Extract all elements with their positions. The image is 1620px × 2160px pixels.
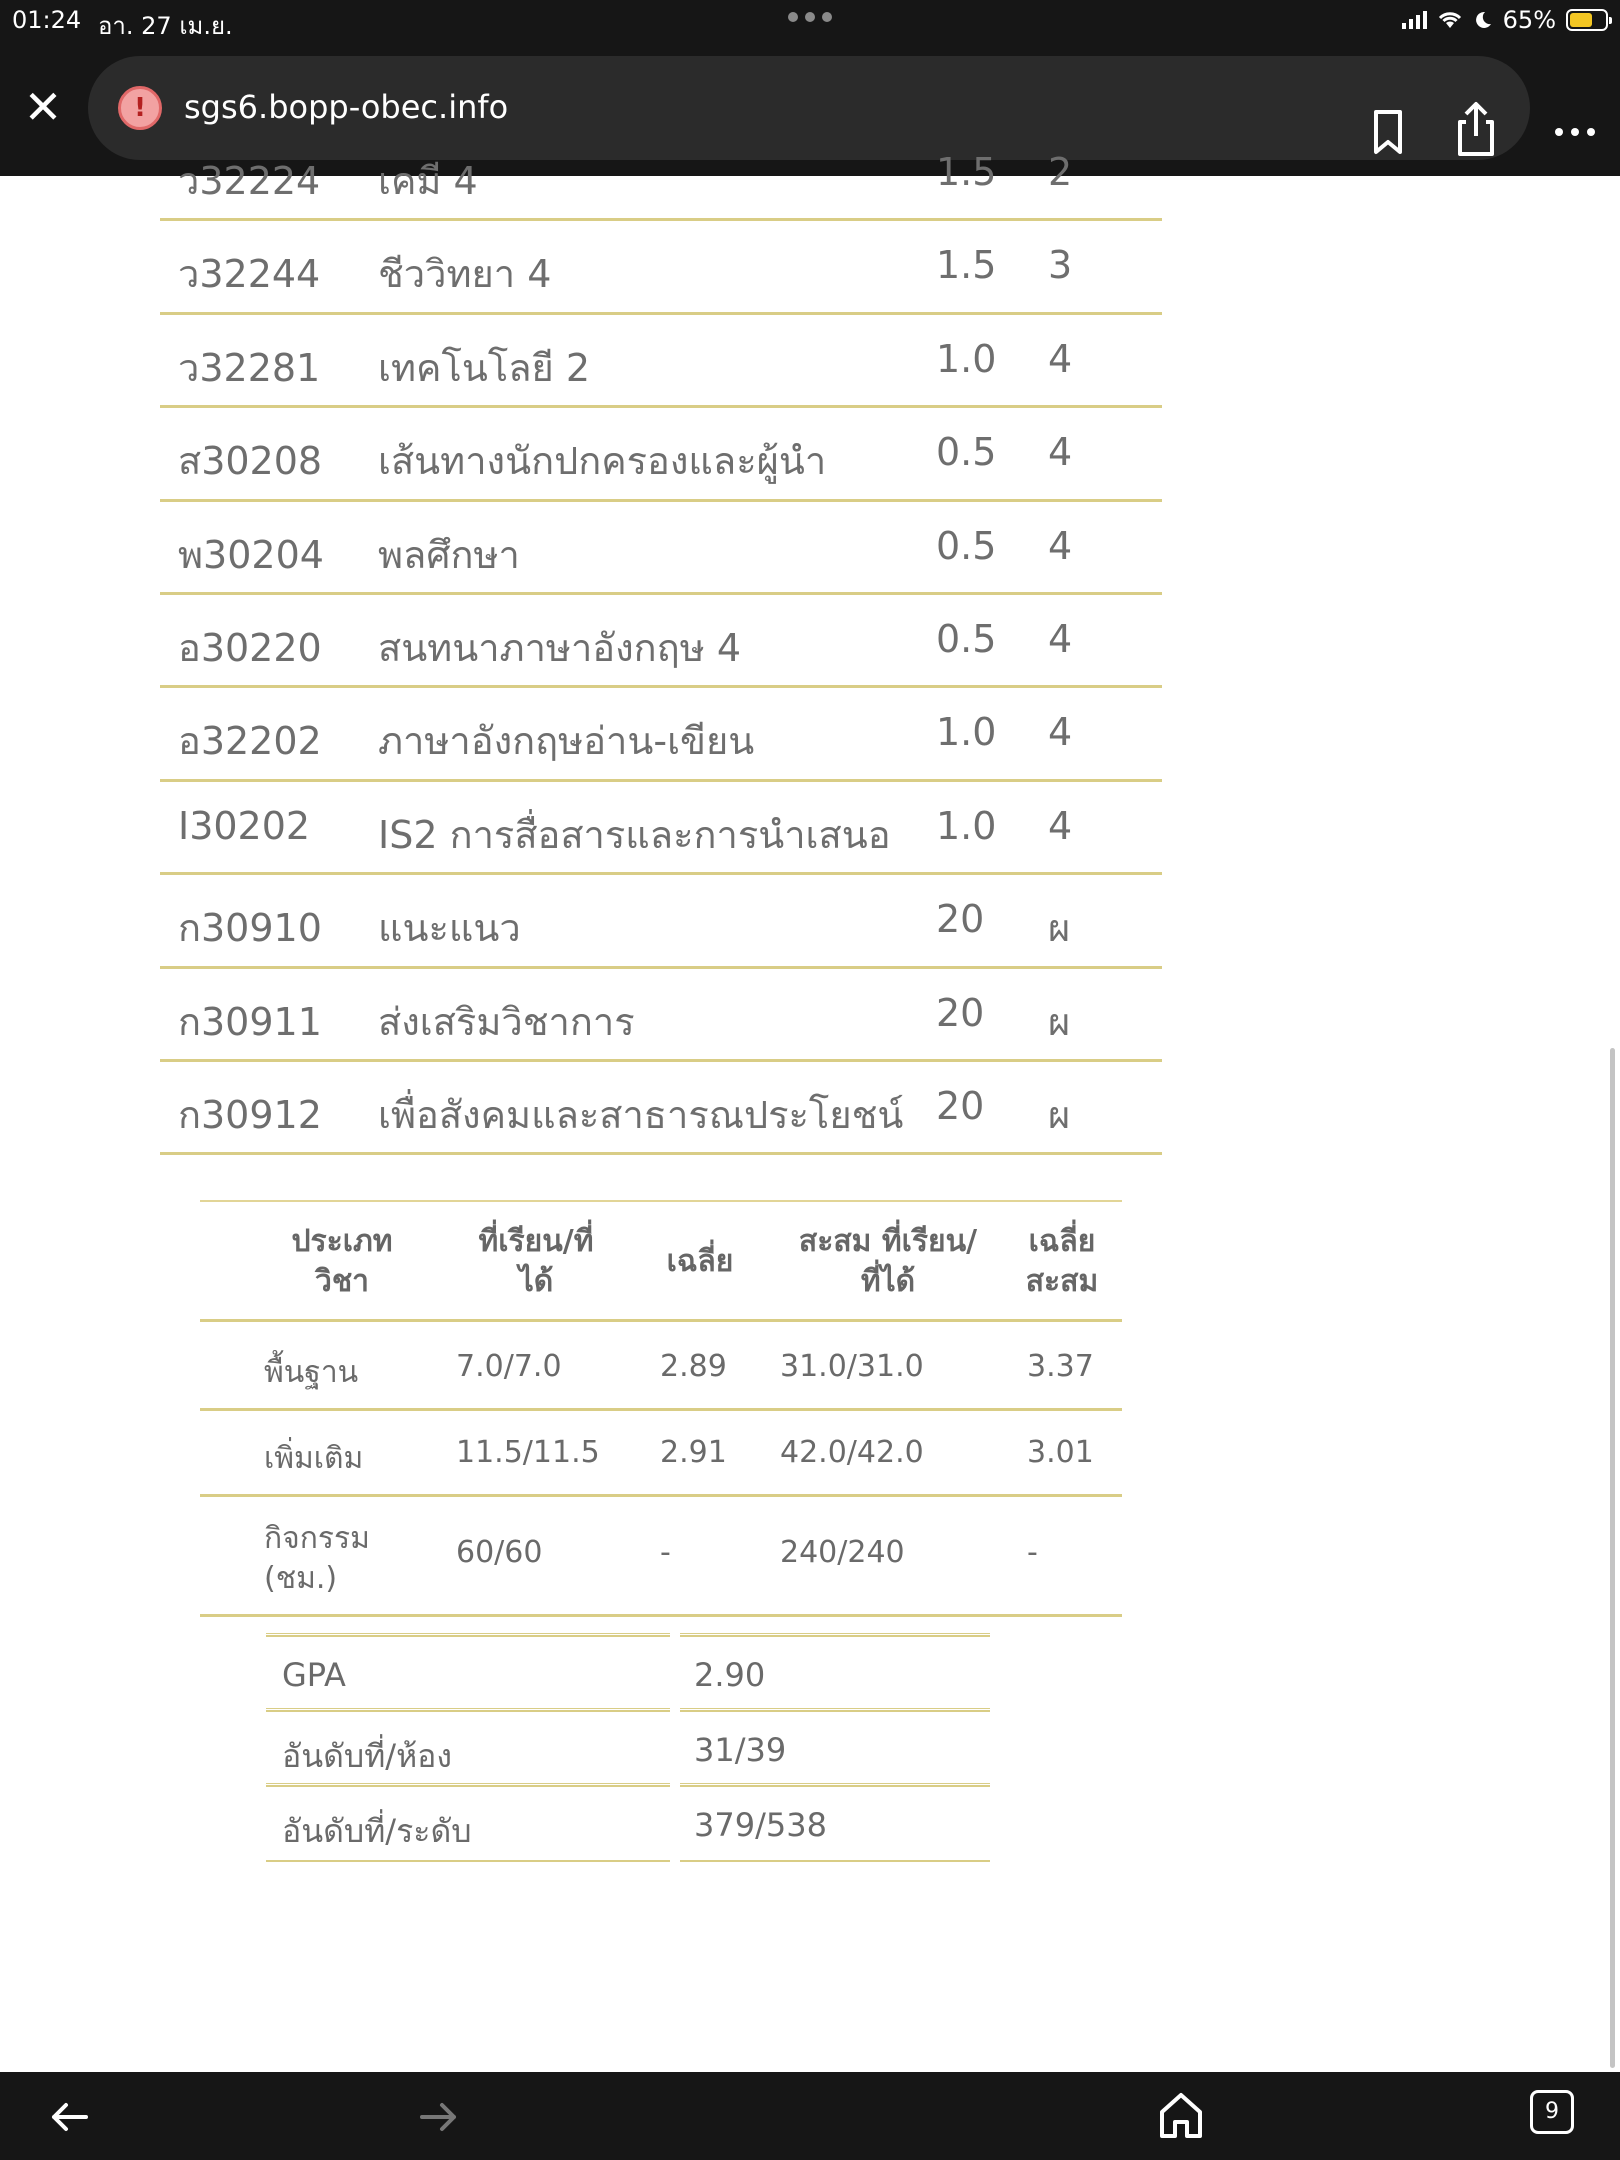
table-row (160, 1062, 1162, 1155)
course-grade: 4 (1048, 336, 1073, 381)
level-rank-row (266, 1786, 990, 1861)
back-arrow-icon[interactable] (44, 2092, 94, 2142)
header-subject-type (272, 1222, 412, 1302)
moon-icon (1473, 10, 1493, 30)
course-grade: ผ (1048, 1092, 1071, 1137)
page-content[interactable] (0, 150, 1620, 2072)
share-icon[interactable] (1446, 100, 1506, 160)
forward-arrow-icon[interactable] (414, 2092, 464, 2142)
course-credit: 0.5 (936, 430, 997, 475)
course-name: ภาษาอังกฤษอ่าน-เขียน (378, 719, 755, 764)
table-row (160, 502, 1162, 595)
status-time: 01:24 (12, 6, 82, 34)
course-name: เคมี 4 (378, 159, 478, 203)
table-border (266, 1858, 670, 1862)
header-line: ได้ (518, 1264, 554, 1299)
status-indicators (1402, 4, 1608, 36)
course-grade: ผ (1048, 906, 1071, 951)
header-line: ประเภท (291, 1224, 393, 1259)
table-row (160, 315, 1162, 408)
summary-row-additional (200, 1411, 1122, 1497)
cumulative-average-value: 3.01 (1027, 1435, 1094, 1470)
more-icon[interactable] (1550, 104, 1600, 160)
class-rank-label: อันดับที่/ห้อง (282, 1737, 452, 1775)
battery-icon (1566, 9, 1608, 31)
table-row (160, 128, 1162, 221)
course-name: พลศึกษา (378, 532, 520, 577)
course-name: ส่งเสริมวิชาการ (378, 999, 635, 1044)
credits-value: 60/60 (456, 1535, 543, 1570)
course-grade: ผ (1048, 999, 1071, 1044)
cumulative-average-value: 3.37 (1027, 1349, 1094, 1384)
table-row (160, 221, 1162, 314)
table-row (160, 969, 1162, 1062)
course-grade: 3 (1048, 243, 1073, 288)
header-line: สะสม (1025, 1264, 1099, 1299)
subject-type: กิจกรรม (264, 1521, 370, 1556)
course-grades-table (160, 128, 1162, 1155)
course-grade: 4 (1048, 616, 1073, 661)
header-line: ที่เรียน/ที่ (478, 1224, 594, 1259)
course-code: ว32244 (178, 252, 321, 297)
course-code: ว32281 (178, 345, 321, 390)
course-grade: 4 (1048, 523, 1073, 568)
gpa-value: 2.90 (694, 1656, 766, 1694)
summary-row-basic (200, 1325, 1122, 1411)
average-value: - (660, 1535, 671, 1570)
subject-type: พื้นฐาน (264, 1355, 359, 1390)
credits-value: 11.5/11.5 (456, 1435, 600, 1470)
class-rank-row (266, 1711, 990, 1786)
course-credit: 0.5 (936, 616, 997, 661)
multitasking-dots-icon[interactable] (788, 12, 832, 24)
header-line: ที่ได้ (860, 1264, 916, 1299)
table-row (160, 875, 1162, 968)
course-grade: 4 (1048, 710, 1073, 755)
gpa-row (266, 1636, 990, 1711)
course-name: เพื่อสังคมและสาธารณประโยชน์ (378, 1092, 904, 1137)
course-credit: 20 (936, 897, 985, 942)
course-name: IS2 การสื่อสารและการนำเสนอ (378, 812, 891, 857)
course-name: เส้นทางนักปกครองและผู้นำ (378, 439, 827, 484)
course-code: ว32224 (178, 159, 321, 203)
status-bar (0, 0, 1620, 40)
credits-value: 7.0/7.0 (456, 1349, 562, 1384)
course-code: ก30911 (178, 999, 322, 1044)
header-line: เฉลี่ย (1028, 1224, 1096, 1259)
summary-row-activities (200, 1497, 1122, 1617)
bookmark-icon[interactable] (1360, 104, 1416, 160)
course-code: ก30912 (178, 1092, 322, 1137)
level-rank-label: อันดับที่/ระดับ (282, 1812, 472, 1850)
course-credit: 1.5 (936, 243, 997, 288)
header-cumulative-credits (776, 1222, 1000, 1302)
course-code: อ30220 (178, 625, 322, 670)
course-credit: 1.0 (936, 710, 997, 755)
course-credit: 20 (936, 990, 985, 1035)
header-credits (456, 1222, 616, 1302)
course-code: I30202 (178, 803, 311, 848)
course-code: ส30208 (178, 439, 323, 484)
course-name: ชีววิทยา 4 (378, 252, 552, 297)
battery-percent: 65% (1502, 6, 1556, 34)
summary-header-row (200, 1202, 1122, 1322)
table-row (160, 408, 1162, 501)
course-name: เทคโนโลยี 2 (378, 345, 591, 390)
table-row (160, 688, 1162, 781)
course-credit: 1.0 (936, 803, 997, 848)
level-rank-value: 379/538 (694, 1806, 827, 1844)
browser-bottom-toolbar (0, 2072, 1620, 2160)
cumulative-average-value: - (1027, 1535, 1038, 1570)
cellular-signal-icon (1402, 11, 1427, 29)
course-credit: 0.5 (936, 523, 997, 568)
average-value: 2.91 (660, 1435, 727, 1470)
course-code: อ32202 (178, 719, 322, 764)
course-name: แนะแนว (378, 906, 521, 951)
cumulative-credits-value: 31.0/31.0 (780, 1349, 924, 1384)
average-value: 2.89 (660, 1349, 727, 1384)
warning-circle-icon[interactable]: ! (118, 86, 162, 130)
table-row (160, 782, 1162, 875)
course-credit: 1.0 (936, 336, 997, 381)
course-credit: 1.5 (936, 150, 997, 194)
subject-type-unit: (ชม.) (264, 1561, 338, 1596)
wifi-icon (1437, 10, 1463, 30)
table-row (160, 595, 1162, 688)
course-grade: 4 (1048, 430, 1073, 475)
tabs-count-button[interactable]: 9 (1530, 2090, 1574, 2134)
course-credit: 20 (936, 1083, 985, 1128)
course-code: พ30204 (178, 532, 324, 577)
header-line: สะสม ที่เรียน/ (798, 1224, 978, 1259)
course-code: ก30910 (178, 906, 322, 951)
vertical-scrollbar[interactable] (1610, 1048, 1615, 2068)
cumulative-credits-value: 42.0/42.0 (780, 1435, 924, 1470)
gpa-label: GPA (282, 1656, 346, 1694)
status-date: อา. 27 เม.ย. (98, 12, 233, 40)
course-grade: 2 (1048, 150, 1073, 194)
table-border (680, 1858, 990, 1862)
header-average: เฉลี่ย (666, 1244, 734, 1279)
header-cumulative-average (1012, 1222, 1112, 1302)
class-rank-value: 31/39 (694, 1731, 787, 1769)
subject-type: เพิ่มเติม (264, 1441, 364, 1476)
header-line: วิชา (314, 1264, 370, 1299)
course-grade: 4 (1048, 803, 1073, 848)
url-text[interactable]: sgs6.bopp-obec.info (184, 88, 509, 126)
course-name: สนทนาภาษาอังกฤษ 4 (378, 625, 742, 670)
close-button[interactable]: ✕ (23, 80, 63, 134)
home-icon[interactable] (1156, 2088, 1206, 2142)
battery-fill (1570, 13, 1592, 27)
cumulative-credits-value: 240/240 (780, 1535, 905, 1570)
